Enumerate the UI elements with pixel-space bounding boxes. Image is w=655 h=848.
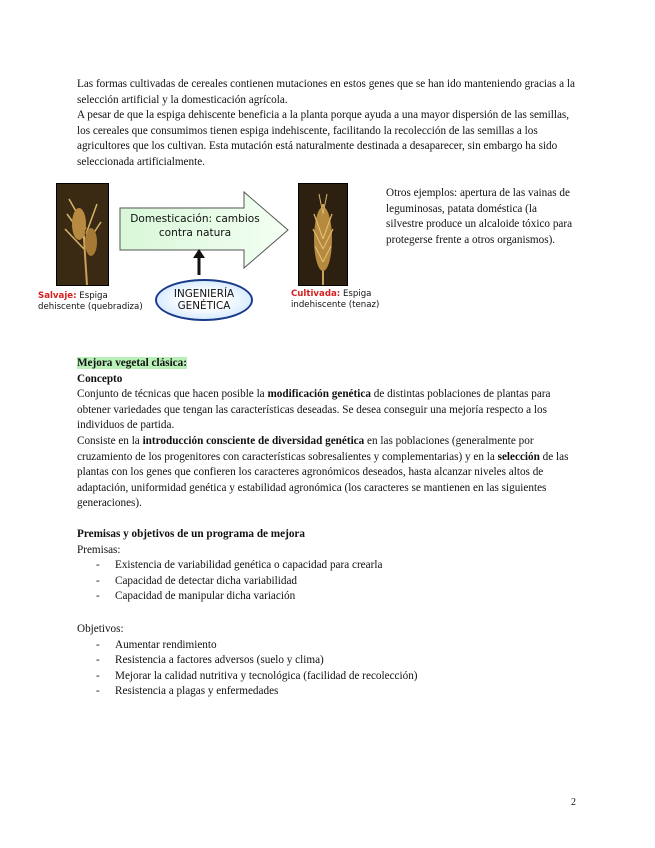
cultivated-desc-1: Espiga bbox=[342, 289, 372, 299]
wild-label: Salvaje: bbox=[38, 291, 77, 301]
page-number: 2 bbox=[571, 797, 576, 808]
concept-paragraph-1: Conjunto de técnicas que hacen posible la modificación genética de distintas poblaciones de plantas para obtener variedades que tengan las características deseadas. Se desea conseguir una mejoría respecto a los individuos de partida. bbox=[77, 388, 551, 432]
section-title: Mejora vegetal clásica: bbox=[77, 357, 187, 369]
list-item: - Resistencia a factores adversos (suelo y clima) bbox=[77, 653, 577, 669]
intro-paragraph-2: A pesar de que la espiga dehiscente beneficia a la planta porque ayuda a una mayor dispersión de las semillas, los cereales que consumimos tienen espiga indehiscente, facilitando la recolección de las semillas a los agricultores que los cultivan. Esta mutación está naturalmente destinada a desaparecer, sin embargo ha sido seleccionada artificialmente. bbox=[77, 109, 570, 168]
concept-paragraph-2: Consiste en la introducción consciente de diversidad genética en las poblaciones (generalmente por cruzamiento de los progenitores con características sobresalientes y complementarias) y en la selección de las plantas con los genes que confieren los caracteres agronómicos deseados, hasta alcanzar niveles altos de adaptación, uniformidad genética y estabilidad agronómica (los caracteres se mantienen en las siguientes generaciones). bbox=[77, 434, 569, 510]
wild-desc-2: dehiscente (quebradiza) bbox=[38, 302, 143, 312]
wild-desc-1: Espiga bbox=[79, 291, 108, 301]
list-item: - Mejorar la calidad nutritiva y tecnológica (facilidad de recolección) bbox=[77, 669, 577, 685]
list-item: - Aumentar rendimiento bbox=[77, 638, 577, 654]
cultivated-desc-2: indehiscente (tenaz) bbox=[291, 300, 380, 310]
list-item: - Capacidad de detectar dicha variabilidad bbox=[77, 574, 577, 590]
list-item: - Capacidad de manipular dicha variación bbox=[77, 589, 577, 605]
premises-list bbox=[77, 558, 577, 605]
genetic-engineering-bubble bbox=[155, 279, 253, 321]
premises-title: Premisas y objetivos de un programa de mejora bbox=[77, 528, 305, 540]
classic-breeding-section bbox=[77, 356, 577, 512]
section-subtitle: Concepto bbox=[77, 372, 123, 385]
list-item: - Resistencia a plagas y enfermedades bbox=[77, 684, 577, 700]
up-arrow-icon bbox=[192, 248, 206, 276]
intro-text bbox=[77, 77, 577, 171]
cultivated-wheat-image bbox=[298, 183, 348, 286]
objectives-section bbox=[77, 622, 577, 700]
wild-wheat-image bbox=[56, 183, 109, 286]
cultivated-caption bbox=[291, 289, 379, 311]
cultivated-label: Cultivada: bbox=[291, 289, 341, 299]
objectives-label: Objetivos: bbox=[77, 623, 124, 635]
premises-section bbox=[77, 527, 577, 605]
premises-label: Premisas: bbox=[77, 543, 121, 556]
genetic-engineering-label: INGENIERÍA GENÉTICA bbox=[173, 288, 235, 312]
objectives-list bbox=[77, 638, 577, 700]
domestication-text: Domesticación: cambios contra natura bbox=[130, 213, 260, 239]
list-item: - Existencia de variabilidad genética o capacidad para crearla bbox=[77, 558, 577, 574]
intro-paragraph-1: Las formas cultivadas de cereales contienen mutaciones en estos genes que se han ido manteniendo gracias a la selección artificial y la domesticación agrícola. bbox=[77, 78, 575, 106]
wild-caption bbox=[38, 291, 143, 313]
other-examples-text: Otros ejemplos: apertura de las vainas de leguminosas, patata doméstica (la silvestre produce un alcaloide tóxico para protegerse frente a otros organismos). bbox=[386, 187, 573, 246]
